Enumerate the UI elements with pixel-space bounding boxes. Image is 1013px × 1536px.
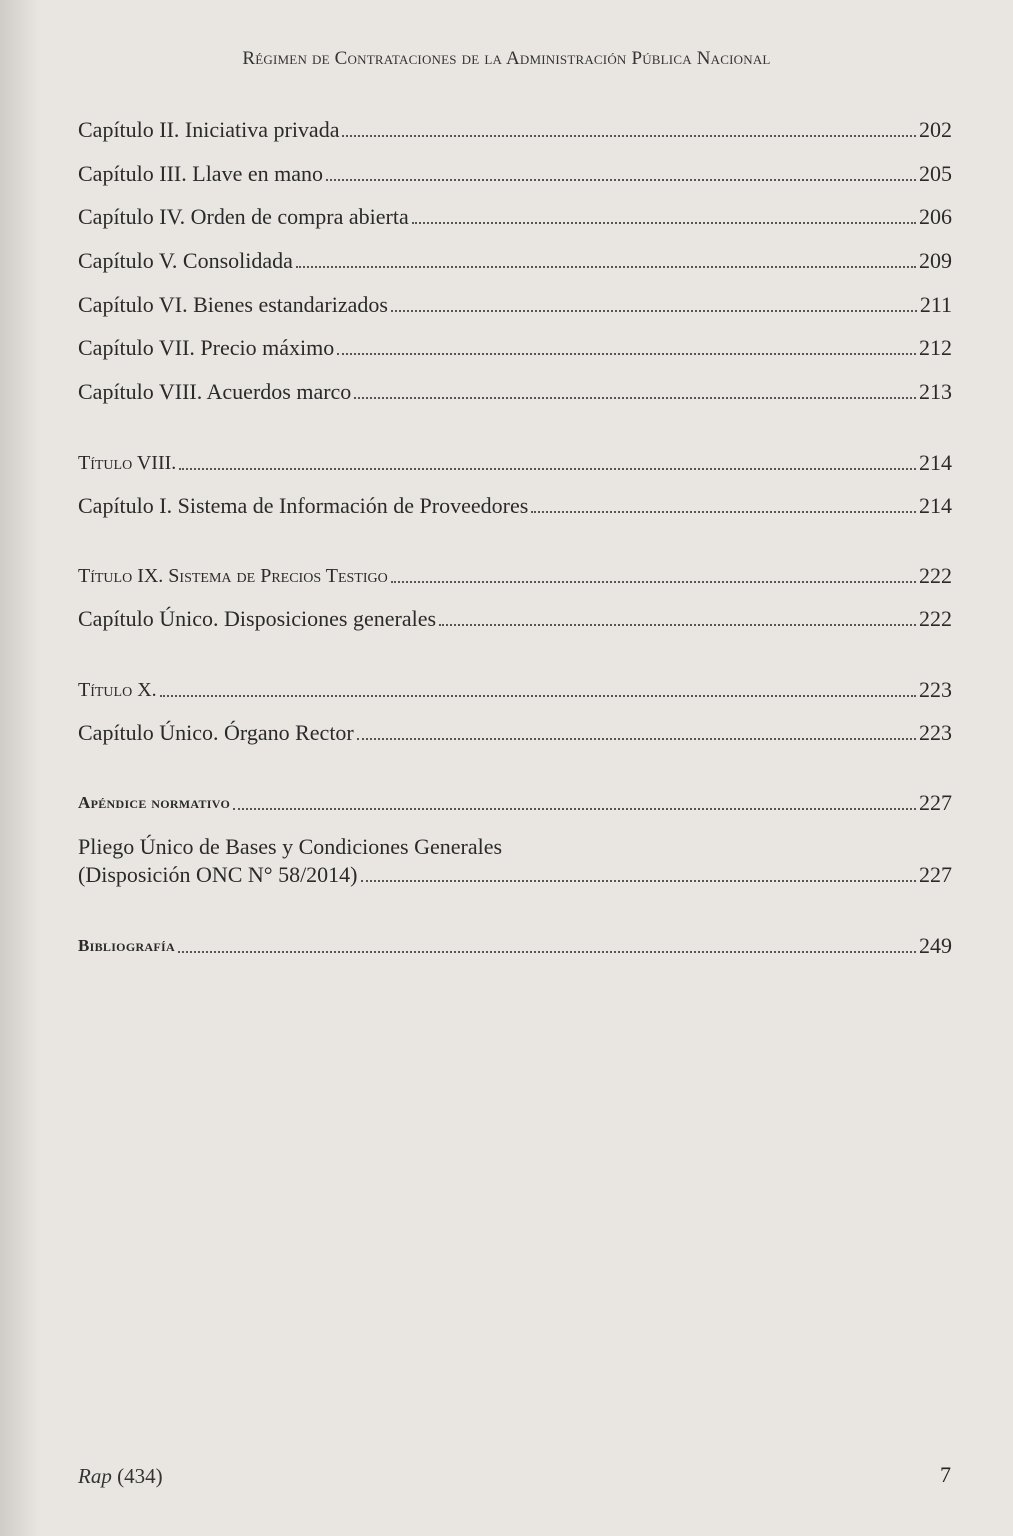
toc-entry-page: 211	[919, 292, 952, 317]
dot-leader	[178, 951, 916, 953]
toc-entry-capitulo-vii	[78, 335, 952, 361]
dot-leader	[439, 624, 916, 626]
dot-leader	[391, 310, 917, 312]
toc-entry-capitulo-i	[78, 493, 952, 519]
toc-entry-label: Título IX. Sistema de Precios Testigo	[78, 565, 388, 587]
toc-entry-titulo-viii	[78, 450, 952, 476]
toc-entry-label: Capítulo VIII. Acuerdos marco	[78, 379, 352, 404]
toc-entry-label: Capítulo III. Llave en mano	[78, 161, 323, 186]
toc-entry-label: Capítulo V. Consolidada	[78, 248, 293, 273]
toc-entry-page: 206	[919, 204, 952, 229]
dot-leader	[391, 581, 916, 583]
toc-entry-page: 249	[919, 933, 952, 958]
running-head: Régimen de Contrataciones de la Administración Pública Nacional	[242, 48, 771, 69]
toc-entry-label: Capítulo VII. Precio máximo	[78, 335, 335, 360]
dot-leader	[326, 179, 916, 181]
toc-entry-capitulo-viii	[78, 379, 952, 405]
toc-entry-capitulo-iii	[78, 161, 952, 187]
toc-entry-capitulo-vi	[78, 292, 952, 318]
dot-leader	[296, 266, 916, 268]
footer-journal	[78, 1464, 163, 1489]
dot-leader	[342, 135, 916, 137]
toc-entry-capitulo-ii	[78, 117, 952, 143]
toc-entry-label: (Disposición ONC N° 58/2014)	[78, 862, 358, 887]
dot-leader	[233, 808, 916, 810]
dot-leader	[531, 511, 916, 513]
toc-entry-apendice	[78, 790, 952, 816]
toc-entry-titulo-x	[78, 677, 952, 703]
toc-entry-label: Título X.	[78, 679, 157, 701]
toc-entry-label: Capítulo Único. Órgano Rector	[78, 720, 354, 745]
toc-entry-label: Capítulo I. Sistema de Información de Proveedores	[78, 493, 529, 518]
toc-entry-page: 213	[919, 379, 952, 404]
toc-entry-label: Título VIII.	[78, 452, 177, 474]
toc-entry-page: 227	[919, 790, 952, 815]
toc-entry-capitulo-unico-organo	[78, 720, 952, 746]
toc-entry-label: Capítulo IV. Orden de compra abierta	[78, 204, 409, 229]
toc-entry-capitulo-iv	[78, 204, 952, 230]
dot-leader	[337, 353, 916, 355]
toc-entry-page: 227	[919, 862, 952, 887]
toc-entry-page: 212	[919, 335, 952, 360]
toc-entry-page: 202	[919, 117, 952, 142]
footer-journal-name: Rap	[78, 1464, 112, 1488]
toc-entry-page: 214	[919, 450, 952, 475]
toc-entry-label: Bibliografía	[78, 936, 175, 955]
toc-entry-label: Capítulo II. Iniciativa privada	[78, 117, 340, 142]
toc-entry-capitulo-v	[78, 248, 952, 274]
toc-entry-page: 223	[919, 720, 952, 745]
dot-leader	[412, 222, 916, 224]
toc-entry-titulo-ix	[78, 563, 952, 589]
toc-entry-pliego-line1: Pliego Único de Bases y Condiciones Generales	[78, 834, 503, 859]
toc-entry-label: Apéndice normativo	[78, 793, 231, 812]
dot-leader	[354, 397, 916, 399]
page-gutter-shadow	[0, 0, 40, 1536]
toc-entry-page: 222	[919, 563, 952, 588]
toc-entry-capitulo-unico-disposiciones	[78, 606, 952, 632]
toc-entry-page: 223	[919, 677, 952, 702]
page-number: 7	[940, 1462, 951, 1487]
toc-entry-page: 205	[919, 161, 952, 186]
toc-entry-bibliografia	[78, 933, 952, 959]
dot-leader	[179, 468, 916, 470]
dot-leader	[357, 738, 916, 740]
toc-entry-pliego	[78, 862, 952, 888]
toc-entry-page: 209	[919, 248, 952, 273]
toc-entry-label: Capítulo Único. Disposiciones generales	[78, 606, 437, 631]
toc-entry-page: 222	[919, 606, 952, 631]
dot-leader	[160, 695, 916, 697]
toc-entry-page: 214	[919, 493, 952, 518]
toc-entry-label: Capítulo VI. Bienes estandarizados	[78, 292, 388, 317]
dot-leader	[361, 880, 916, 882]
footer-issue: (434)	[117, 1464, 163, 1488]
